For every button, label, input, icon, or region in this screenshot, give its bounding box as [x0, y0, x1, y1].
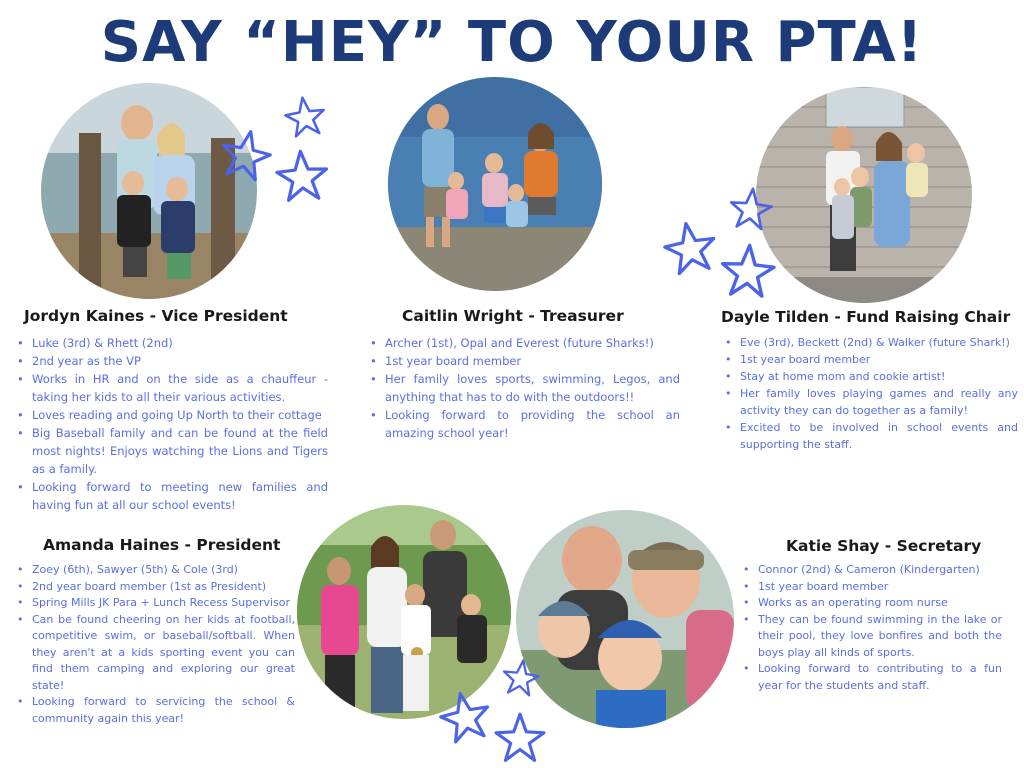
list-item: • Looking forward to contributing to a fun year for the students and staff. [740, 661, 1002, 694]
caitlin-family-photo [388, 77, 602, 291]
star-icon [729, 186, 773, 230]
list-item: • Her family loves playing games and really any activity they can do together as a family! [722, 385, 1018, 419]
katie-name-heading: Katie Shay - Secretary [786, 537, 982, 555]
jordyn-name-heading: Jordyn Kaines - Vice President [24, 307, 288, 325]
list-item: • Works in HR and on the side as a chauffeur - taking her kids to all their various activities. [14, 370, 328, 406]
list-item: • Excited to be involved in school events and supporting the staff. [722, 419, 1018, 453]
katie-family-photo [516, 510, 734, 728]
caitlin-name-heading: Caitlin Wright - Treasurer [402, 307, 624, 325]
list-item: • 1st year board member [367, 352, 680, 370]
list-item: • Stay at home mom and cookie artist! [722, 368, 1018, 385]
amanda-bio-list [14, 562, 295, 727]
dayle-bio-list [722, 334, 1018, 453]
list-item: • Looking forward to servicing the school & community again this year! [14, 694, 295, 727]
star-icon [494, 710, 546, 764]
list-item: • Her family loves sports, swimming, Legos, and anything that has to do with the outdoors!! [367, 370, 680, 406]
star-icon [502, 658, 540, 696]
list-item: • Zoey (6th), Sawyer (5th) & Cole (3rd) [14, 562, 295, 579]
list-item: • 2nd year board member (1st as President) [14, 579, 295, 596]
list-item: • Looking forward to meeting new families and having fun at all our school events! [14, 478, 328, 514]
list-item: • 1st year board member [722, 351, 1018, 368]
list-item: • Connor (2nd) & Cameron (Kindergarten) [740, 562, 1002, 579]
list-item: • Luke (3rd) & Rhett (2nd) [14, 334, 328, 352]
list-item: • 1st year board member [740, 579, 1002, 596]
list-item: • Spring Mills JK Para + Lunch Recess Supervisor [14, 595, 295, 612]
list-item: • Looking forward to providing the school an amazing school year! [367, 406, 680, 442]
star-icon [275, 147, 329, 203]
list-item: • Big Baseball family and can be found at the field most nights! Enjoys watching the Lions and Tigers as a family. [14, 424, 328, 478]
jordyn-bio-list [14, 334, 328, 514]
caitlin-bio-list [367, 334, 680, 442]
list-item: • Eve (3rd), Beckett (2nd) & Walker (future Shark!) [722, 334, 1018, 351]
amanda-name-heading: Amanda Haines - President [43, 536, 281, 554]
list-item: • They can be found swimming in the lake or their pool, they love bonfires and both the boys play all kinds of sports. [740, 612, 1002, 662]
amanda-family-photo [297, 505, 511, 719]
star-icon [436, 690, 494, 742]
list-item: • 2nd year as the VP [14, 352, 328, 370]
jordyn-family-photo [41, 83, 257, 299]
dayle-name-heading: Dayle Tilden - Fund Raising Chair [721, 308, 1011, 326]
star-icon [283, 95, 327, 137]
star-icon [218, 128, 274, 180]
list-item: • Archer (1st), Opal and Everest (future Sharks!) [367, 334, 680, 352]
star-icon [661, 220, 719, 274]
page-title: SAY “HEY” TO YOUR PTA! [100, 10, 924, 75]
katie-bio-list [740, 562, 1002, 694]
list-item: • Works as an operating room nurse [740, 595, 1002, 612]
dayle-family-photo [756, 87, 972, 303]
star-icon [720, 242, 776, 298]
list-item: • Can be found cheering on her kids at football, competitive swim, or baseball/softball. When they aren't at a kids sporting event you can find them camping and exploring our great state! [14, 612, 295, 695]
list-item: • Loves reading and going Up North to their cottage [14, 406, 328, 424]
